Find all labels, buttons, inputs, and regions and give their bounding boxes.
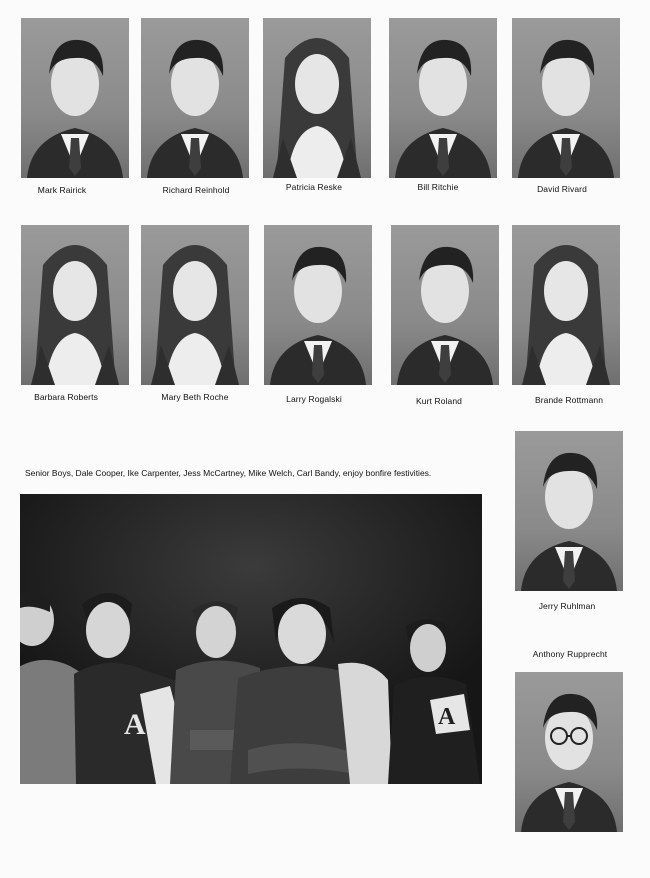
portrait-name: Brande Rottmann bbox=[534, 395, 604, 405]
portrait-photo bbox=[141, 18, 249, 178]
portrait-silhouette bbox=[141, 225, 249, 385]
portrait-photo bbox=[391, 225, 499, 385]
portrait-photo bbox=[264, 225, 372, 385]
portrait-silhouette bbox=[512, 225, 620, 385]
portrait-name: Richard Reinhold bbox=[162, 185, 230, 195]
portrait-silhouette bbox=[389, 18, 497, 178]
portrait-silhouette bbox=[264, 225, 372, 385]
portrait-photo bbox=[512, 18, 620, 178]
portrait-name: Bill Ritchie bbox=[417, 182, 459, 192]
portrait-photo bbox=[515, 672, 623, 832]
portrait-photo bbox=[512, 225, 620, 385]
portrait-name: Patricia Reske bbox=[285, 182, 343, 192]
portrait-photo bbox=[141, 225, 249, 385]
portrait-silhouette bbox=[391, 225, 499, 385]
svg-text:A: A bbox=[438, 704, 456, 730]
portrait-silhouette bbox=[21, 225, 129, 385]
portrait-name: Mark Rairick bbox=[37, 185, 87, 195]
portrait-name: Barbara Roberts bbox=[34, 392, 98, 402]
group-photo bbox=[20, 494, 482, 784]
portrait-silhouette bbox=[141, 18, 249, 178]
portrait-name: Larry Rogalski bbox=[286, 394, 342, 404]
portrait-photo bbox=[515, 431, 623, 591]
portrait-silhouette bbox=[515, 431, 623, 591]
portrait-photo bbox=[21, 18, 129, 178]
portrait-name: Mary Beth Roche bbox=[161, 392, 229, 402]
portrait-name: Anthony Rupprecht bbox=[532, 649, 608, 659]
portrait-silhouette bbox=[515, 672, 623, 832]
portrait-silhouette bbox=[263, 18, 371, 178]
portrait-name: Kurt Roland bbox=[416, 396, 462, 406]
portrait-silhouette bbox=[21, 18, 129, 178]
svg-text:A: A bbox=[124, 708, 146, 741]
portrait-photo bbox=[263, 18, 371, 178]
portrait-silhouette bbox=[512, 18, 620, 178]
portrait-photo bbox=[21, 225, 129, 385]
group-photo-illustration bbox=[20, 494, 482, 784]
group-photo-caption: Senior Boys, Dale Cooper, Ike Carpenter, Jess McCartney, Mike Welch, Carl Bandy, enjoy bonfire festivities. bbox=[25, 468, 432, 478]
portrait-name: Jerry Ruhlman bbox=[538, 601, 596, 611]
portrait-name: David Rivard bbox=[537, 184, 587, 194]
portrait-photo bbox=[389, 18, 497, 178]
